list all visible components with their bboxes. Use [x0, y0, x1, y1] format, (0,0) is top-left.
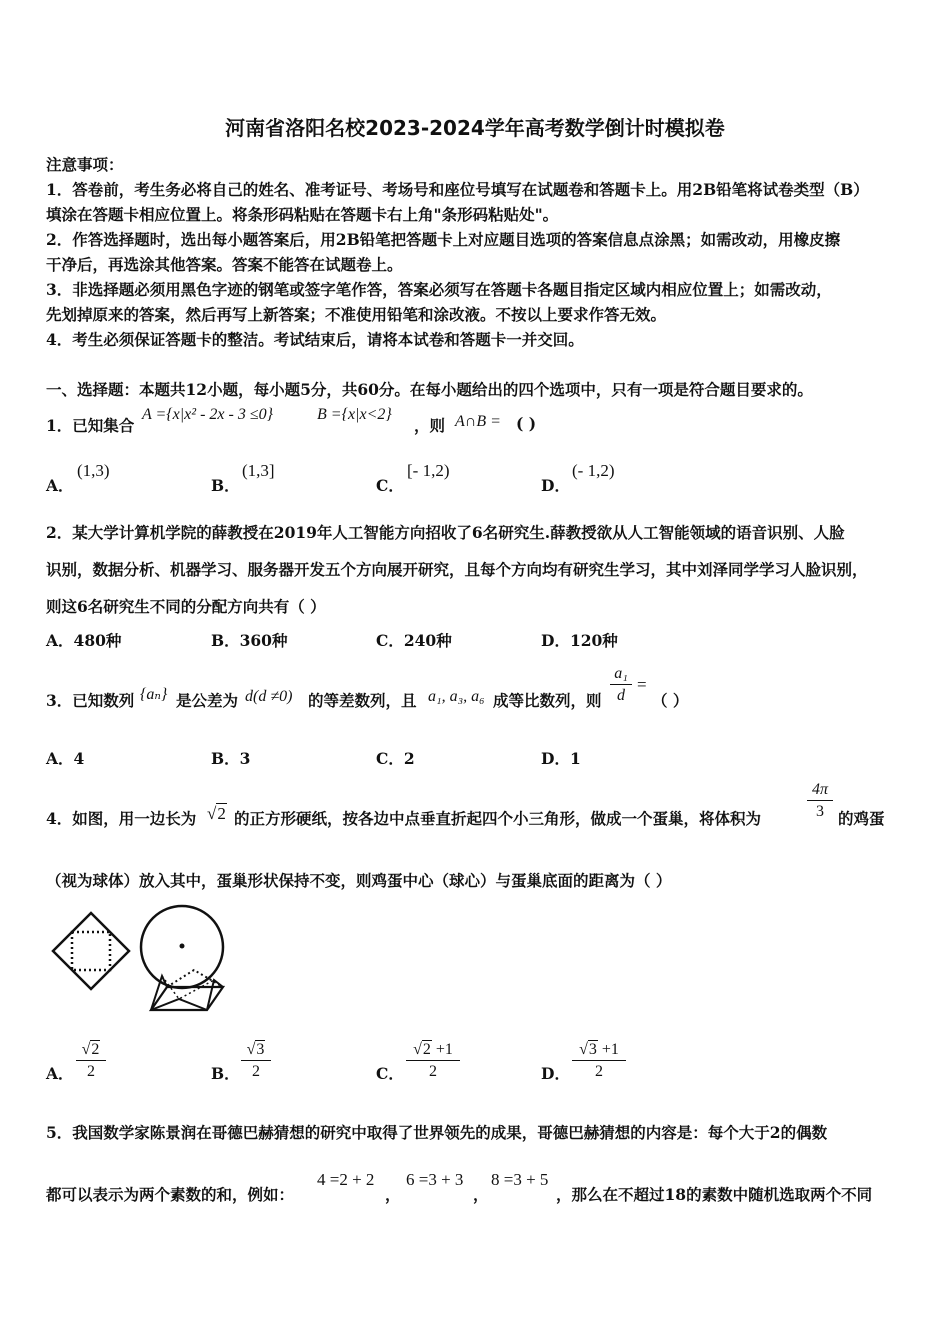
- q3-paren: （ ）: [652, 691, 689, 710]
- q4-option-c-label: C．: [376, 1064, 404, 1083]
- q3-fraction: [610, 665, 632, 705]
- q3-option-d: D．1: [541, 749, 581, 768]
- q3-sequence: {aₙ}: [140, 686, 168, 703]
- q3-fraction-den: d: [617, 687, 625, 704]
- q1-option-a-value: (1,3): [77, 461, 110, 480]
- q4-volume-den: 3: [816, 803, 824, 820]
- q2-option-b: B．360种: [211, 631, 288, 650]
- folded-square-diagram: [53, 913, 129, 989]
- q5-line2-prefix: 都可以表示为两个素数的和，例如：: [46, 1185, 295, 1204]
- q4-volume-fraction: [807, 781, 833, 821]
- q4-option-b-value: $\frac{√3}{2}$: [241, 1040, 271, 1081]
- notice-line: 2．作答选择题时，选出每小题答案后，用2B铅笔把答题卡上对应题目选项的答案信息点涂黑；如需改动，用橡皮擦: [46, 230, 841, 249]
- q3-terms: a₁, a₃, a₆: [428, 688, 485, 705]
- q3-mid2: 的等差数列，且: [308, 691, 417, 710]
- q1-paren: ( ): [516, 414, 537, 433]
- egg-nest-figure: [44, 900, 244, 1020]
- q4-option-a-label: A．: [46, 1064, 74, 1083]
- q1-option-d-value: (- 1,2): [572, 461, 615, 480]
- q3-option-c: C．2: [376, 749, 415, 768]
- q3-prefix: 3．已知数列: [46, 691, 135, 710]
- q1-option-b-value: (1,3]: [242, 461, 275, 480]
- q3-mid1: 是公差为: [176, 691, 239, 710]
- q1-expr: A∩B =: [455, 413, 501, 430]
- q2-line: 识别，数据分析、机器学习、服务器开发五个方向展开研究，且每个方向均有研究生学习，其中刘泽同学学习人脸识别，: [46, 560, 868, 579]
- q3-option-b: B．3: [211, 749, 251, 768]
- q4-side-length: √2: [207, 804, 226, 823]
- q4-option-c-value: $\frac{√2 +1}{2}$: [406, 1040, 460, 1081]
- q3-diff: d(d ≠0): [245, 688, 293, 705]
- notice-heading: 注意事项：: [46, 155, 124, 174]
- q1-option-b-label: B．: [211, 476, 240, 495]
- q4-option-b-label: B．: [211, 1064, 240, 1083]
- q4-suffix: 的鸡蛋: [838, 809, 885, 828]
- q2-option-c: C．240种: [376, 631, 452, 650]
- q1-option-d-label: D．: [541, 476, 570, 495]
- page-title: 河南省洛阳名校2023-2024学年高考数学倒计时模拟卷: [225, 116, 725, 140]
- q4-volume-num: 4π: [807, 781, 833, 801]
- q3-mid3: 成等比数列，则: [493, 691, 602, 710]
- q2-line: 则这6名研究生不同的分配方向共有（ ）: [46, 597, 326, 616]
- q4-prefix: 4．如图，用一边长为: [46, 809, 197, 828]
- q2-option-a: A．480种: [46, 631, 122, 650]
- q5-eq1: 4 =2 + 2: [317, 1170, 375, 1189]
- notice-line: 填涂在答题卡相应位置上。将条形码粘贴在答题卡右上角"条形码粘贴处"。: [46, 205, 559, 224]
- notice-line: 4．考生必须保证答题卡的整洁。考试结束后，请将本试卷和答题卡一并交回。: [46, 330, 584, 349]
- q5-eq2: 6 =3 + 3: [406, 1170, 464, 1189]
- q4-option-d-label: D．: [541, 1064, 570, 1083]
- notice-line: 先划掉原来的答案，然后再写上新答案；不准使用铅笔和涂改液。不按以上要求作答无效。: [46, 305, 667, 324]
- notice-line: 3．非选择题必须用黑色字迹的钢笔或签字笔作答，答案必须写在答题卡各题目指定区域内相应位置上；如需改动，: [46, 280, 832, 299]
- egg-in-nest-diagram: [141, 906, 223, 1010]
- q4-option-d-value: $\frac{√3 +1}{2}$: [572, 1040, 626, 1081]
- q1-option-a-label: A．: [46, 476, 74, 495]
- q3-option-a: A．4: [46, 749, 85, 768]
- q3-equals: =: [637, 675, 647, 694]
- q1-option-c-value: [- 1,2): [407, 461, 450, 480]
- section-heading: 一、选择题：本题共12小题，每小题5分，共60分。在每小题给出的四个选项中，只有一项是符合题目要求的。: [46, 380, 813, 399]
- q2-option-d: D．120种: [541, 631, 618, 650]
- q2-line: 2．某大学计算机学院的薛教授在2019年人工智能方向招收了6名研究生.薛教授欲从人工智能领域的语音识别、人脸: [46, 523, 845, 542]
- notice-line: 1．答卷前，考生务必将自己的姓名、准考证号、考场号和座位号填写在试题卷和答题卡上。用2B铅笔将试卷类型（B）: [46, 180, 869, 199]
- q5-eq3: 8 =3 + 5: [491, 1170, 549, 1189]
- q1-set-a: A ={x|x² - 2x - 3 ≤0}: [142, 406, 274, 423]
- q1-set-b: B ={x|x<2}: [317, 406, 392, 423]
- q4-line2: （视为球体）放入其中，蛋巢形状保持不变，则鸡蛋中心（球心）与蛋巢底面的距离为（ ）: [46, 871, 672, 890]
- q5-sep1: ，: [385, 1185, 401, 1204]
- q5-line2-suffix: ，那么在不超过18的素数中随机选取两个不同: [556, 1185, 873, 1204]
- q3-fraction-num: a₁: [610, 665, 632, 685]
- q4-mid: 的正方形硬纸，按各边中点垂直折起四个小三角形，做成一个蛋巢，将体积为: [234, 809, 762, 828]
- q5-sep2: ，: [473, 1185, 489, 1204]
- q1-suffix: ，则: [414, 416, 446, 435]
- q5-line1: 5．我国数学家陈景润在哥德巴赫猜想的研究中取得了世界领先的成果，哥德巴赫猜想的内容是：每个大于2的偶数: [46, 1123, 828, 1142]
- q4-option-a-value: $\frac{√2}{2}$: [76, 1040, 106, 1081]
- q1-prefix: 1．已知集合: [46, 416, 135, 435]
- notice-line: 干净后，再选涂其他答案。答案不能答在试题卷上。: [46, 255, 403, 274]
- q1-option-c-label: C．: [376, 476, 404, 495]
